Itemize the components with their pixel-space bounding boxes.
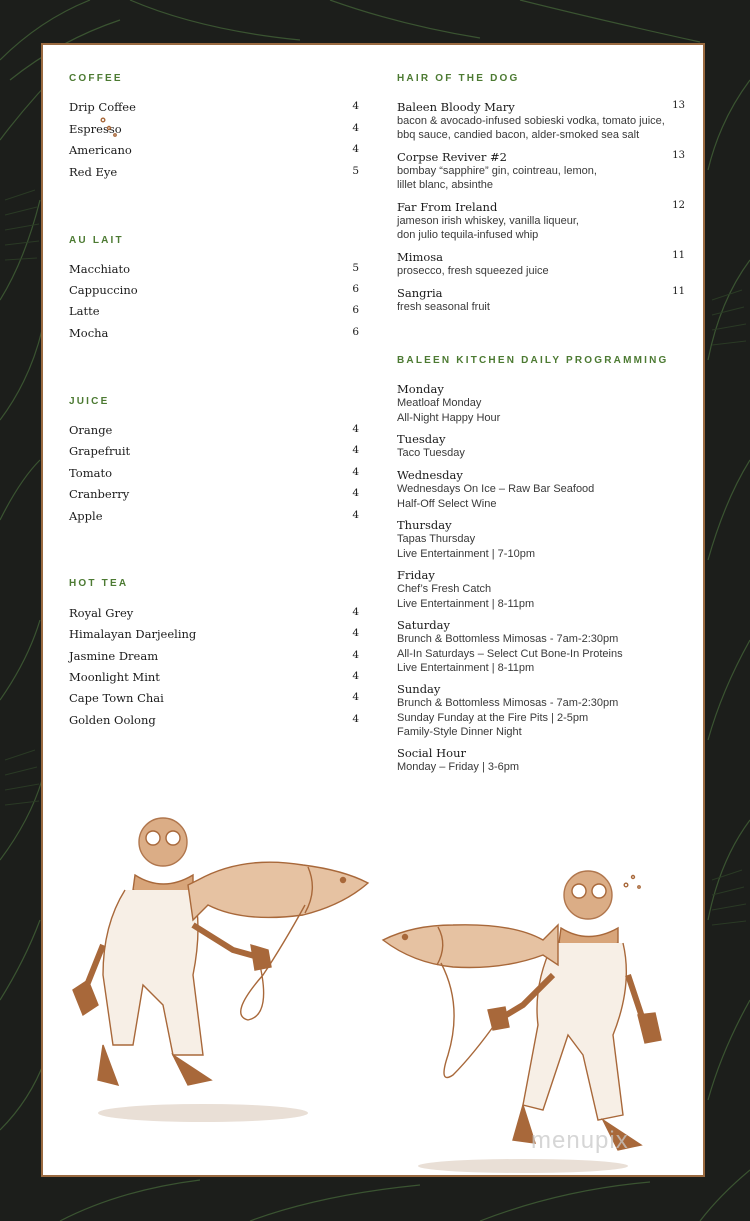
programming-heading: BALEEN KITCHEN DAILY PROGRAMMING: [397, 355, 669, 366]
programming-day: Thursday Tapas Thursday Live Entertainment | 7-10pm: [397, 518, 535, 560]
programming-day: Social Hour Monday – Friday | 3-6pm: [397, 746, 520, 773]
programming-day: Sunday Brunch & Bottomless Mimosas - 7am-2:30pm Sunday Funday at the Fire Pits | 2-5pm Family-Style Dinner Night: [397, 682, 619, 738]
cocktail-item: Mimosa 11 prosecco, fresh squeezed juice: [397, 250, 685, 277]
programming-day: Friday Chef’s Fresh Catch Live Entertainment | 8-11pm: [397, 568, 535, 610]
cocktail-item: Corpse Reviver #2 13 bombay “sapphire” gin, cointreau, lemon, lillet blanc, absinthe: [397, 150, 685, 191]
hair-of-the-dog-heading: HAIR OF THE DOG: [397, 73, 520, 84]
au-lait-heading: AU LAIT: [69, 235, 124, 246]
watermark-text: menupix: [531, 1127, 629, 1154]
coffee-heading: COFFEE: [69, 73, 123, 84]
programming-day: Monday Meatloaf Monday All-Night Happy Hour: [397, 382, 501, 424]
cocktail-item: Sangria 11 fresh seasonal fruit: [397, 286, 685, 313]
left-diver-figure: [73, 118, 271, 1085]
right-diver-figure: [488, 871, 661, 1150]
hot-tea-heading: HOT TEA: [69, 578, 129, 589]
menu-panel: COFFEE Drip Coffee 4 Espresso 4 Americano 4 Red Eye 5 AU LAIT Macchiato 5 Cappuccino 6 Latte 6 Mocha 6 JUICE Orange 4 Grapefruit 4 Tomato 4 Cranberry 4 Apple 4 HOT TEA Royal Grey 4 Himalayan Darjeeling 4 Jasmine Dream 4 Moonlight Mint 4 Cape Town Chai 4 Golden Oolong 4 HAIR OF THE DOG Baleen Bloody Mary 13 bacon & avocado-infused sobieski vodka, tomato juice, bbq sauce, candied bacon, alder-smoked sea salt Corpse Reviver #2 13 bombay “sapphire” gin, cointreau, lemon, lillet blanc, absinthe Far From Ireland 12 jameson irish whiskey, vanilla liqueur, don julio tequila-infused whip Mimosa 11 prosecco, fresh squeezed juice Sangria 11 fresh seasonal fruit BALEEN KITCHEN DAILY PROGRAMMING Monday Meatloaf Monday All-Night Happy Hour Tuesday Taco Tuesday Wednesday Wednesdays On Ice – Raw Bar Seafood Half-Off Select Wine Thursday Tapas Thursday Live Entertainment | 7-10pm Friday Chef’s Fresh Catch Live Entertainment | 8-11pm Saturday Brunch & Bottomless Mimosas - 7am-2:30pm All-In Saturdays – Select Cut Bone-In Proteins Live Entertainment | 8-11pm Sunday Brunch & Bottomless Mimosas - 7am-2:30pm Sunday Funday at the Fire Pits | 2-5pm Family-Style Dinner Night Social Hour Monday – Friday | 3-6pm menupix: [41, 43, 705, 1177]
cocktail-item: Baleen Bloody Mary 13 bacon & avocado-infused sobieski vodka, tomato juice, bbq sauce, candied bacon, alder-smoked sea salt: [397, 100, 685, 141]
juice-heading: JUICE: [69, 396, 110, 407]
programming-day: Saturday Brunch & Bottomless Mimosas - 7am-2:30pm All-In Saturdays – Select Cut Bone-In Proteins Live Entertainment | 8-11pm: [397, 618, 623, 674]
programming-day: Tuesday Taco Tuesday: [397, 432, 465, 459]
diver-fish-illustration: [43, 45, 703, 1175]
programming-day: Wednesday Wednesdays On Ice – Raw Bar Seafood Half-Off Select Wine: [397, 468, 595, 510]
cocktail-item: Far From Ireland 12 jameson irish whiskey, vanilla liqueur, don julio tequila-infused whip: [397, 200, 685, 241]
